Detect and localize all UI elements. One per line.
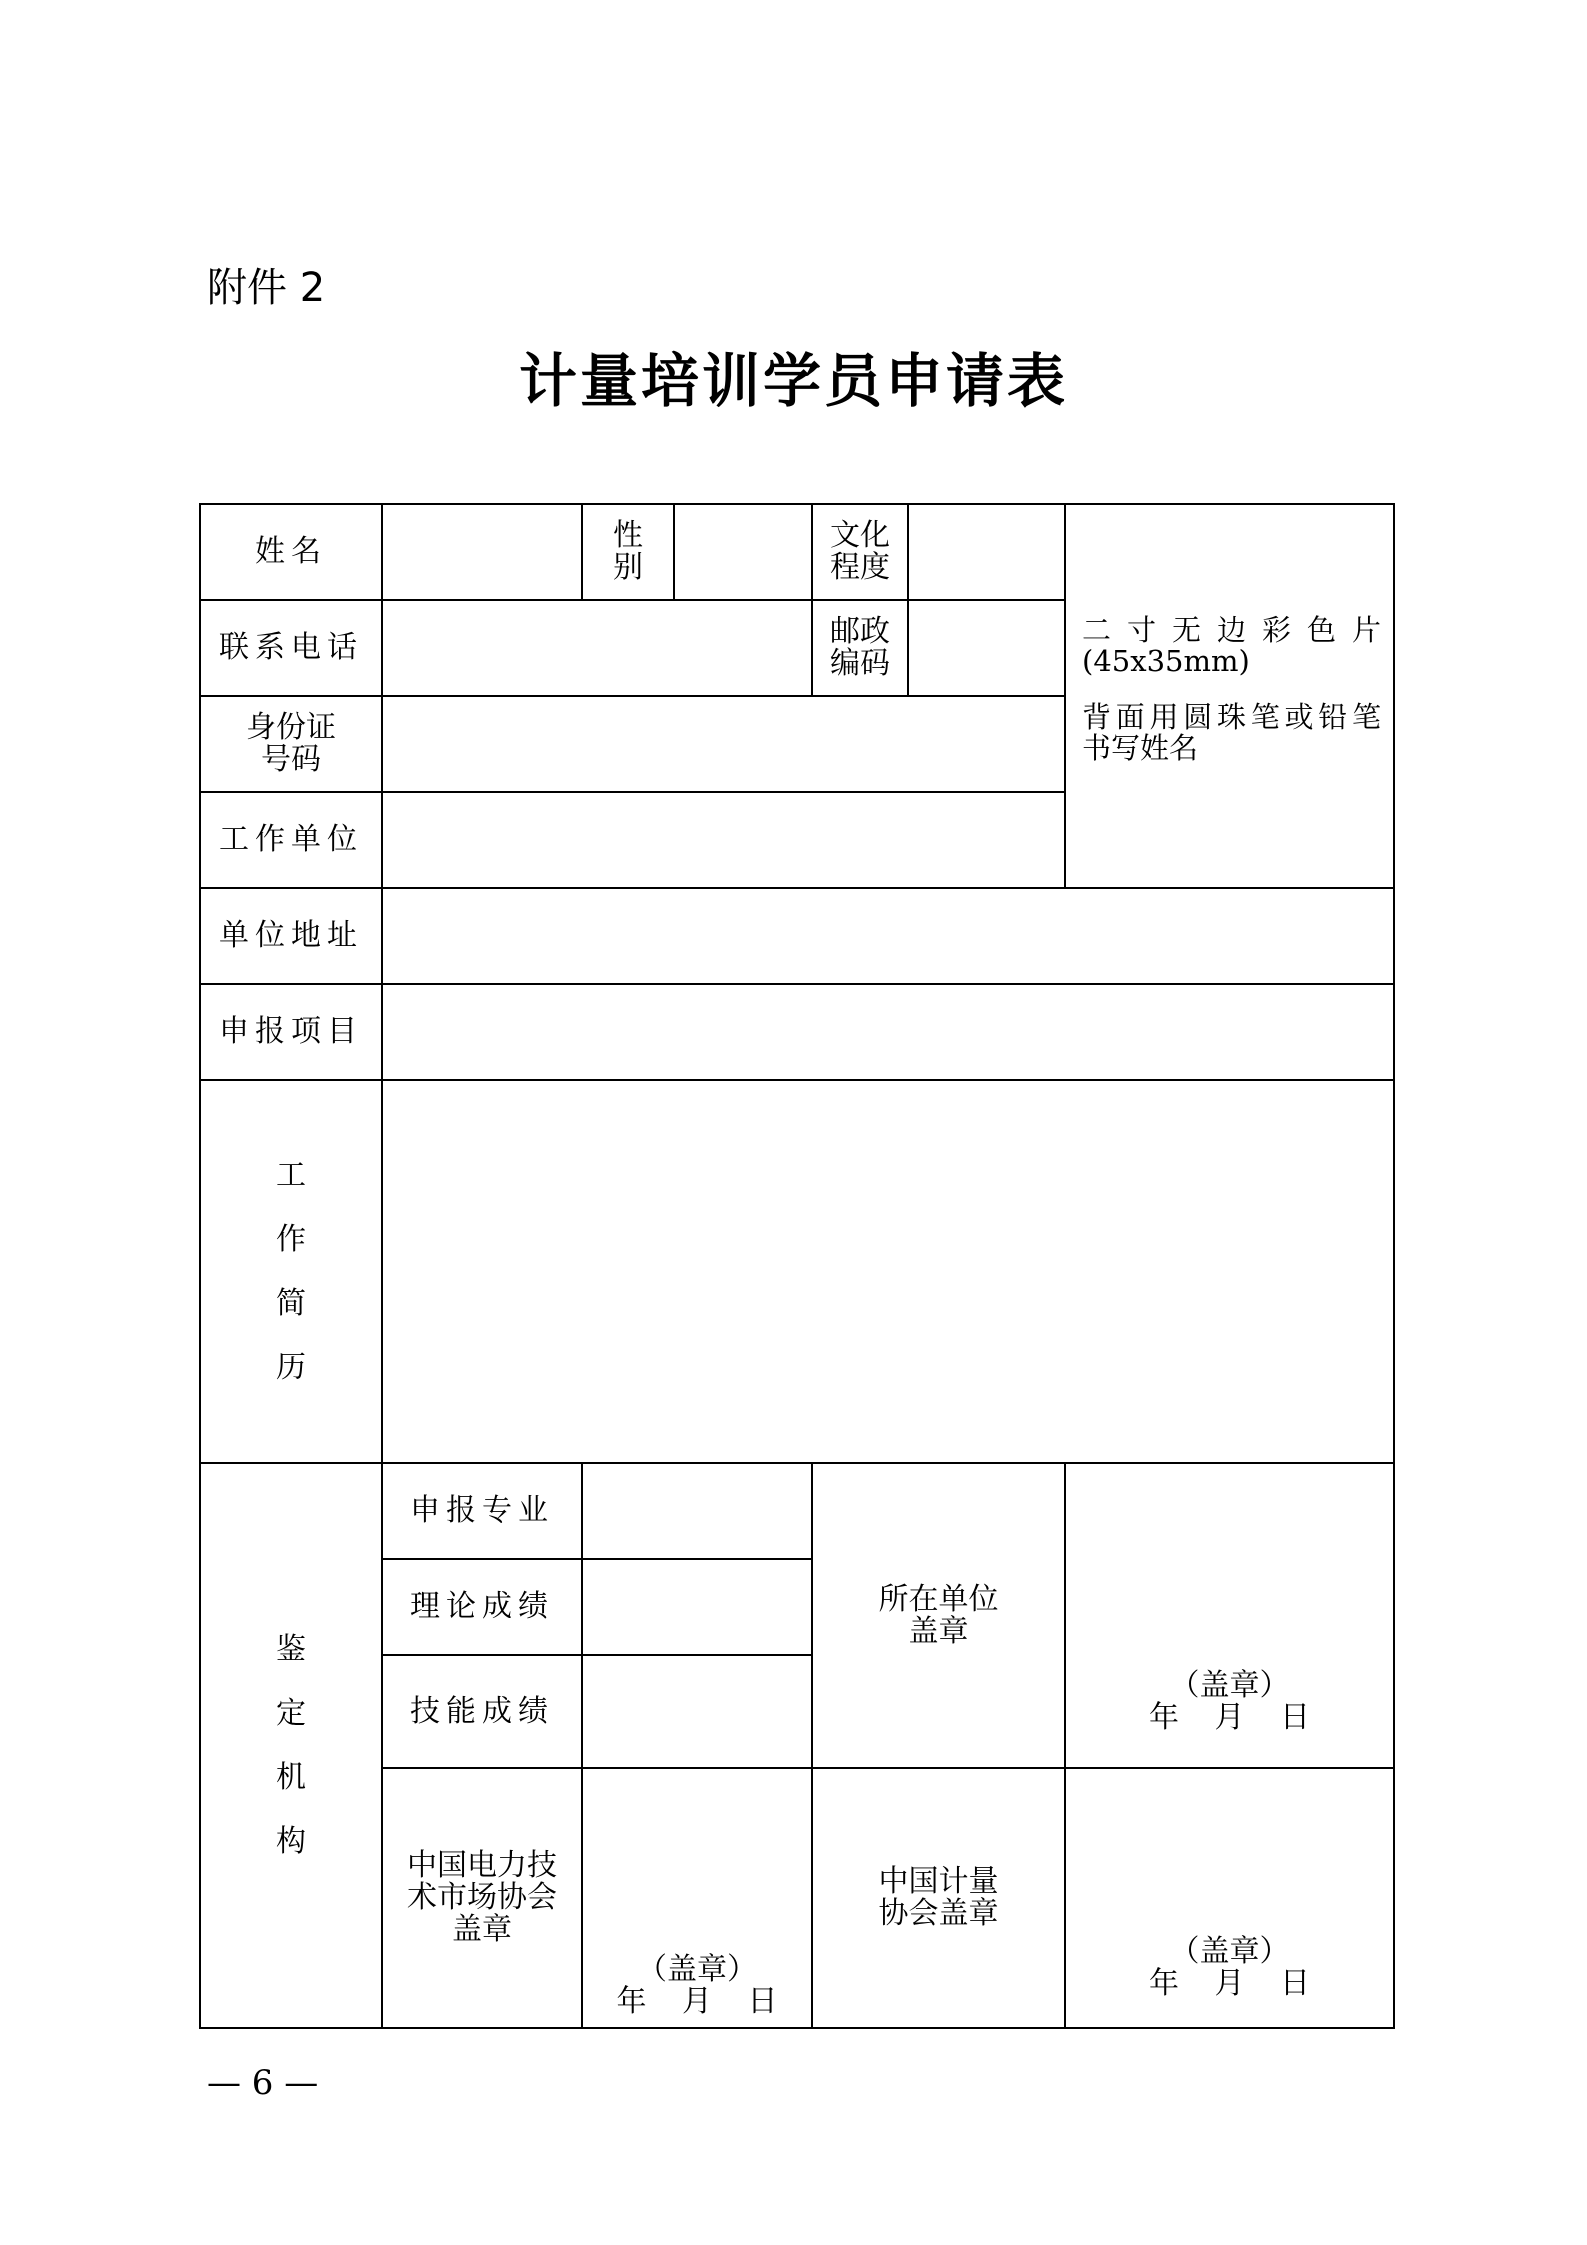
resume-field[interactable] (382, 1080, 1394, 1463)
id-field[interactable] (382, 696, 1065, 792)
annex-label: 附件 2 (207, 265, 326, 311)
id-label: 身份证 号码 (200, 696, 382, 792)
unit-seal-box[interactable] (1065, 1463, 1394, 1768)
theory-label: 理论成绩 (382, 1559, 582, 1655)
skill-label: 技能成绩 (382, 1655, 582, 1768)
cepta-seal-box[interactable] (582, 1768, 812, 2028)
employer-label: 工作单位 (200, 792, 382, 888)
project-field[interactable] (382, 984, 1394, 1080)
project-label: 申报项目 (200, 984, 382, 1080)
cepta-seal-text: （盖章） (637, 1952, 757, 1987)
cepta-seal-date: 年 月 日 (616, 1983, 778, 2019)
name-field[interactable] (382, 504, 582, 600)
photo-note-back: 背面用圆珠笔或铅笔 (1082, 700, 1381, 735)
unit-seal-date: 年 月 日 (1148, 1699, 1311, 1735)
address-field[interactable] (382, 888, 1394, 984)
unit-seal-text: （盖章） (1169, 1668, 1290, 1703)
theory-field[interactable] (582, 1559, 812, 1655)
postcode-field[interactable] (908, 600, 1065, 696)
address-label: 单位地址 (200, 888, 382, 984)
unit-seal-label: 所在单位 盖章 (812, 1463, 1065, 1768)
major-label: 申报专业 (382, 1463, 582, 1559)
assessment-label: 鉴 定 机 构 (200, 1463, 382, 2028)
phone-label: 联系电话 (200, 600, 382, 696)
metrology-seal-text: （盖章） (1169, 1934, 1290, 1969)
education-field[interactable] (908, 504, 1065, 600)
metrology-seal-date: 年 月 日 (1148, 1965, 1311, 2001)
metrology-seal-box[interactable] (1065, 1768, 1394, 2028)
phone-field[interactable] (382, 600, 812, 696)
photo-note-name: 书写姓名 (1082, 731, 1199, 766)
resume-label: 工 作 简 历 (200, 1080, 382, 1463)
gender-label: 性 别 (582, 504, 674, 600)
page-number: — 6 — (207, 2063, 319, 2103)
metrology-seal-label: 中国计量 协会盖章 (812, 1768, 1065, 2028)
cepta-seal-label: 中国电力技 术市场协会 盖章 (382, 1768, 582, 2028)
employer-field[interactable] (382, 792, 1065, 888)
photo-box (1065, 504, 1394, 888)
major-field[interactable] (582, 1463, 812, 1559)
skill-field[interactable] (582, 1655, 812, 1768)
education-label: 文化 程度 (812, 504, 908, 600)
application-form (199, 503, 1395, 2029)
photo-note-size: 二寸无边彩色片 (1082, 613, 1381, 647)
postcode-label: 邮政 编码 (812, 600, 908, 696)
form-title: 计量培训学员申请表 (518, 347, 1068, 415)
photo-note-dimensions: (45x35mm) (1082, 643, 1250, 678)
name-label: 姓名 (200, 504, 382, 600)
gender-field[interactable] (674, 504, 812, 600)
